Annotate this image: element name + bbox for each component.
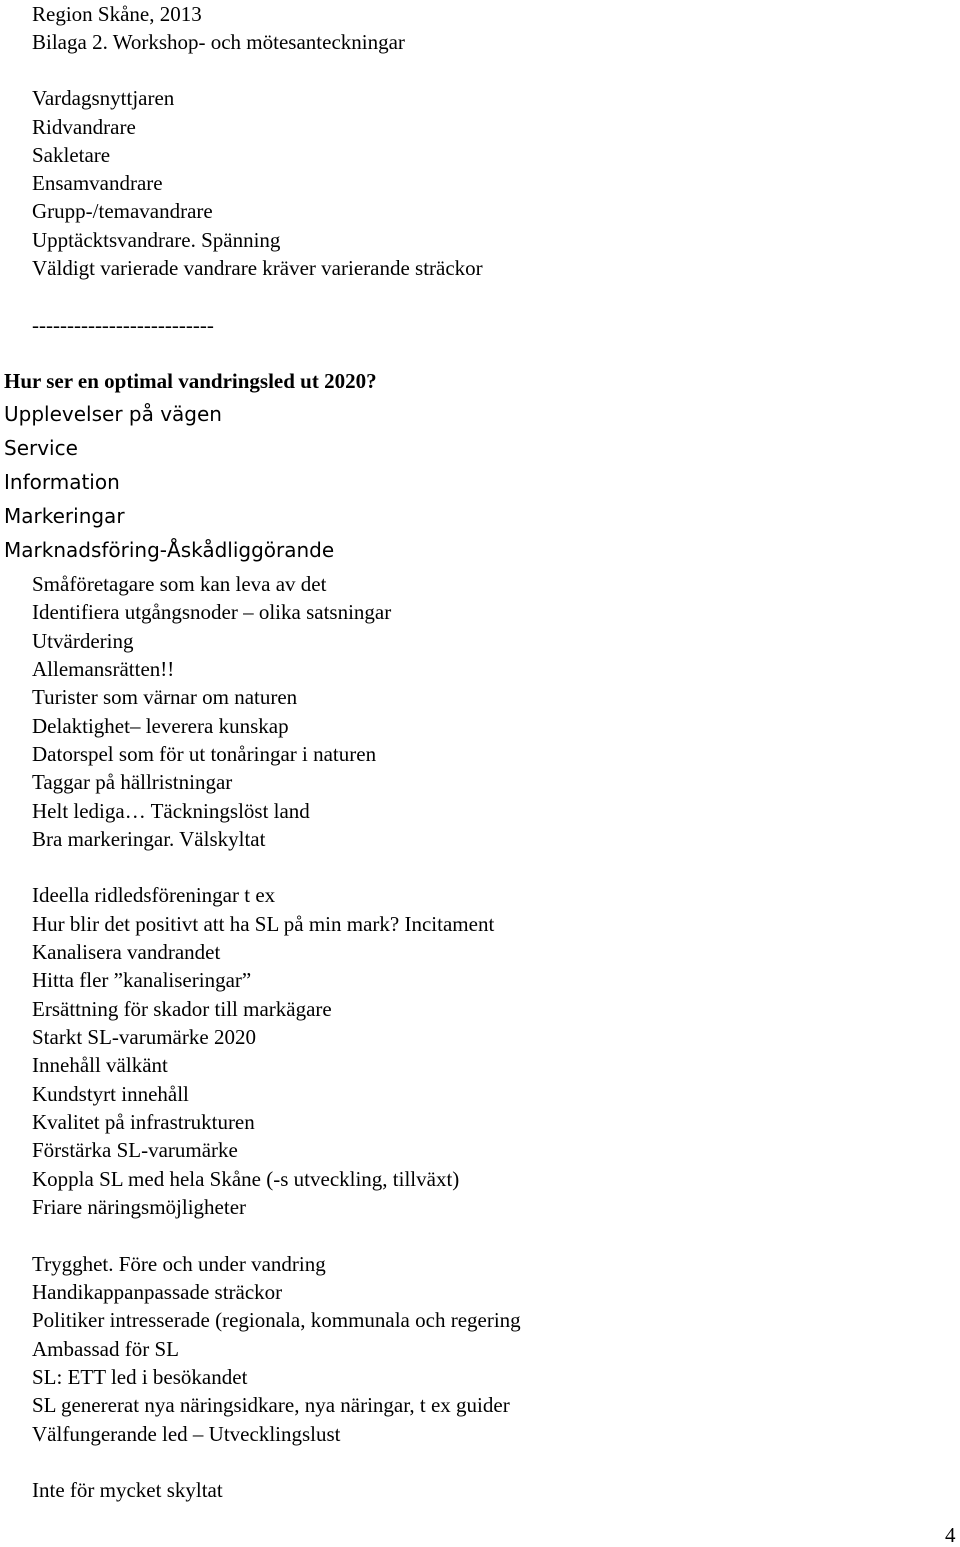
note-item: Hur blir det positivt att ha SL på min mark? Incitament (32, 912, 495, 936)
walker-type-item: Ensamvandrare (32, 171, 163, 195)
note-item: Politiker intresserade (regionala, kommunala och regering (32, 1308, 521, 1332)
topic-item: Information (4, 470, 120, 494)
topic-item: Marknadsföring-Åskådliggörande (4, 538, 335, 562)
topic-item: Upplevelser på vägen (4, 402, 222, 426)
walker-type-item: Väldigt varierade vandrare kräver varierande sträckor (32, 256, 483, 280)
note-item: Starkt SL-varumärke 2020 (32, 1025, 256, 1049)
note-item: Kundstyrt innehåll (32, 1082, 189, 1106)
note-item: Datorspel som för ut tonåringar i naturen (32, 742, 377, 766)
note-item: Turister som värnar om naturen (32, 685, 298, 709)
note-item: Trygghet. Före och under vandring (32, 1252, 326, 1276)
section-heading: Hur ser en optimal vandringsled ut 2020? (4, 369, 377, 393)
note-item: Allemansrätten!! (32, 657, 175, 681)
walker-type-item: Ridvandrare (32, 115, 136, 139)
page-number: 4 (945, 1523, 956, 1547)
walker-type-item: Upptäcktsvandrare. Spänning (32, 228, 281, 252)
walker-type-item: Vardagsnyttjaren (32, 86, 175, 110)
note-item: Kanalisera vandrandet (32, 940, 221, 964)
topic-item: Markeringar (4, 504, 125, 528)
note-item: Förstärka SL-varumärke (32, 1138, 238, 1162)
note-item: Helt lediga… Täckningslöst land (32, 799, 310, 823)
walker-type-item: Sakletare (32, 143, 111, 167)
section-separator: -------------------------- (32, 313, 214, 337)
note-item: Ideella ridledsföreningar t ex (32, 883, 276, 907)
note-item: Utvärdering (32, 629, 134, 653)
note-item: Småföretagare som kan leva av det (32, 572, 327, 596)
note-item: SL genererat nya näringsidkare, nya näringar, t ex guider (32, 1393, 510, 1417)
note-item: Ersättning för skador till markägare (32, 997, 332, 1021)
walker-type-item: Grupp-/temavandrare (32, 199, 213, 223)
note-item: Koppla SL med hela Skåne (-s utveckling, tillväxt) (32, 1167, 460, 1191)
note-item: SL: ETT led i besökandet (32, 1365, 248, 1389)
note-item: Ambassad för SL (32, 1337, 179, 1361)
topic-item: Service (4, 436, 78, 460)
header-organization-line: Region Skåne, 2013 (32, 2, 202, 26)
note-item: Handikappanpassade sträckor (32, 1280, 283, 1304)
note-item: Innehåll välkänt (32, 1053, 168, 1077)
note-item: Delaktighet– leverera kunskap (32, 714, 289, 738)
note-item: Taggar på hällristningar (32, 770, 233, 794)
closing-note: Inte för mycket skyltat (32, 1478, 223, 1502)
note-item: Friare näringsmöjligheter (32, 1195, 247, 1219)
note-item: Hitta fler ”kanaliseringar” (32, 968, 252, 992)
note-item: Välfungerande led – Utvecklingslust (32, 1422, 341, 1446)
header-appendix-line: Bilaga 2. Workshop- och mötesanteckningar (32, 30, 405, 54)
note-item: Kvalitet på infrastrukturen (32, 1110, 255, 1134)
note-item: Bra markeringar. Välskyltat (32, 827, 266, 851)
note-item: Identifiera utgångsnoder – olika satsningar (32, 600, 392, 624)
